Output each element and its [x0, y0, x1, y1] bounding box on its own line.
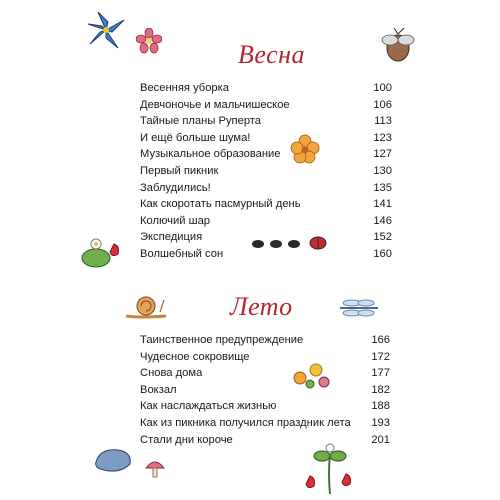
ladybugs-icon	[248, 234, 344, 252]
flower-cluster-icon	[290, 358, 334, 390]
toc-entry[interactable]	[140, 97, 392, 114]
section-title-spring: Весна	[238, 40, 306, 69]
entry-page: 127	[373, 148, 392, 161]
entry-title: Весенняя уборка	[140, 82, 230, 94]
entry-title: Первый пикник	[140, 164, 219, 177]
toc-entry[interactable]	[140, 163, 392, 180]
entry-page: 146	[373, 214, 392, 227]
entry-page: 166	[371, 334, 390, 346]
entry-page: 177	[371, 367, 390, 380]
entry-page: 130	[373, 164, 392, 177]
entry-title: Тайные планы Руперта	[140, 115, 262, 128]
toc-list-summer	[140, 332, 390, 448]
orange-flower-icon	[290, 134, 320, 164]
toc-entry[interactable]	[140, 113, 392, 130]
entry-page: 188	[371, 400, 390, 413]
toc-entry[interactable]	[140, 398, 390, 415]
entry-title: Вокзал	[140, 383, 177, 396]
entry-page: 123	[373, 131, 392, 144]
entry-title: Девчоночье и мальчишеское	[140, 98, 290, 111]
pink-flower-icon	[136, 28, 162, 54]
entry-title: И ещё больше шума!	[140, 131, 251, 144]
entry-title: Заблудились!	[140, 181, 211, 194]
toc-entry[interactable]	[140, 349, 390, 366]
entry-title: Музыкальное образование	[140, 148, 281, 161]
entry-title: Таинственное предупреждение	[140, 334, 304, 346]
entry-page: 152	[373, 231, 392, 244]
entry-page: 100	[373, 82, 392, 94]
snail-icon	[124, 294, 170, 320]
strawberry-bush-icon	[300, 440, 360, 496]
toc-entry[interactable]	[140, 130, 392, 147]
entry-title: Снова дома	[140, 367, 203, 380]
entry-title: Волшебный сон	[140, 247, 224, 260]
entry-title: Как скоротать пасмурный день	[140, 198, 301, 211]
section-title-summer: Лето	[230, 292, 293, 321]
entry-page: 141	[373, 198, 392, 211]
entry-page: 182	[371, 383, 390, 396]
toc-entry[interactable]	[140, 382, 390, 399]
toc-entry[interactable]	[140, 180, 392, 197]
toc-entry[interactable]	[140, 146, 392, 163]
entry-page: 172	[371, 350, 390, 363]
entry-title: Чудесное сокровище	[140, 350, 250, 363]
entry-page: 113	[374, 115, 392, 128]
entry-title: Как наслаждаться жизнью	[140, 400, 277, 413]
strawberry-plant-icon	[78, 230, 128, 270]
entry-title: Колючий шар	[140, 214, 211, 227]
toc-entry[interactable]	[140, 80, 392, 97]
entry-page: 106	[373, 98, 392, 111]
pink-mushroom-icon	[144, 458, 166, 480]
entry-page: 160	[373, 247, 392, 260]
entry-page: 193	[371, 416, 390, 429]
dragonfly-icon	[336, 298, 382, 318]
entry-page: 201	[371, 433, 390, 446]
toc-entry[interactable]	[140, 213, 392, 230]
entry-page: 135	[373, 181, 392, 194]
entry-title: Стали дни короче	[140, 433, 233, 446]
toc-entry[interactable]	[140, 332, 390, 349]
entry-title: Экспедиция	[140, 231, 203, 244]
beetle-icon	[376, 26, 420, 64]
entry-title: Как из пикника получился праздник лета	[140, 416, 351, 429]
toc-entry[interactable]	[140, 196, 392, 213]
toc-entry[interactable]	[140, 365, 390, 382]
blue-stone-icon	[92, 444, 134, 474]
toc-entry[interactable]	[140, 415, 390, 432]
blue-flower-icon	[84, 8, 128, 52]
